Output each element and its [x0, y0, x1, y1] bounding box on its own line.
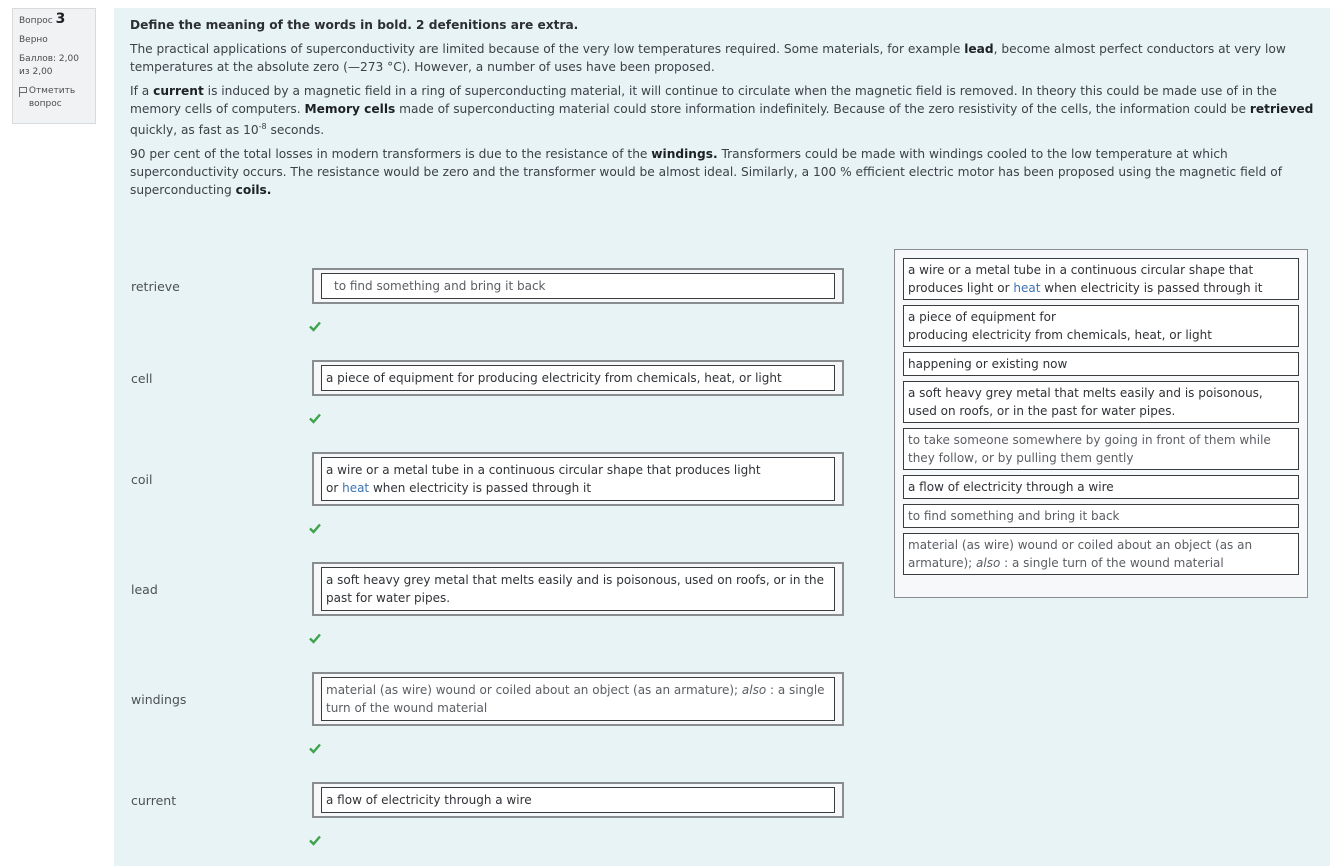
p2-text-g: quickly, as fast as 10 [130, 123, 259, 138]
question-status: Верно [19, 35, 48, 45]
windings-answer-text-b: : a single turn of the wound material [326, 683, 825, 715]
windings-answer-text-a: material (as wire) wound or coiled about an object (as an armature); [326, 683, 742, 697]
dropped-answer-lead[interactable]: a soft heavy grey metal that melts easily and is poisonous, used on roofs, or in the past for water pipes. [321, 567, 835, 611]
p2-text-a: If a [130, 84, 154, 98]
p2-text-h: seconds. [266, 123, 325, 138]
question-number: 3 [55, 11, 66, 27]
bold-word-lead: lead [964, 42, 994, 56]
answer-choice-bank [894, 249, 1308, 598]
choice-1-text-b: when electricity is passed through it [1040, 281, 1263, 295]
drop-zone-windings[interactable] [312, 672, 844, 726]
choice-cell-definition[interactable] [903, 305, 1299, 347]
drop-zone-lead[interactable] [312, 562, 844, 616]
drop-zone-coil[interactable] [312, 452, 844, 506]
dropped-answer-coil[interactable] [321, 457, 835, 501]
question-prompt: Define the meaning of the words in bold. 2 defenitions are extra. [130, 18, 579, 32]
p3-text-a: 90 per cent of the total losses in modern transformers is due to the resistance of the [130, 147, 652, 162]
choice-8-also: also [976, 556, 1001, 570]
choice-1-text-a: a wire or a metal tube in a continuous circular shape that produces light or [908, 263, 1254, 295]
question-label: Вопрос [19, 16, 53, 26]
term-lead: lead [131, 582, 158, 597]
p1-text-a: The practical applications of superconductivity are limited because of the very low temperatures required. Some materials, for example [130, 42, 965, 56]
check-icon [308, 833, 322, 847]
choice-heat-link[interactable]: heat [1013, 281, 1041, 295]
term-cell: cell [131, 371, 153, 386]
term-coil: coil [131, 472, 153, 487]
bold-word-current: current [153, 84, 204, 98]
bold-word-windings: windings. [651, 147, 718, 162]
p2-text-e: made of superconducting material could store information indefinitely. Because of the zero resistivity of the cells, the information could be [395, 102, 1250, 116]
p1-text-c: , become almost perfect conductors at very low temperatures at the absolute zero (—273 °C). However, a number of uses have been proposed. [130, 42, 1286, 74]
paragraph-1 [130, 40, 1314, 76]
coil-answer-text-b: or [326, 481, 343, 495]
flag-question-label: Отметить вопрос [28, 86, 76, 109]
choice-lead-verb-definition[interactable]: to take someone somewhere by going in front of them while they follow, or by pulling them gently [903, 428, 1299, 470]
question-score: Баллов: 2,00 из 2,00 [19, 54, 79, 77]
choice-8-text-b: : a single turn of the wound material [1000, 556, 1224, 570]
choice-2-text-a: a piece of equipment for [908, 310, 1056, 324]
choice-current-definition[interactable]: a flow of electricity through a wire [903, 475, 1299, 499]
bold-word-retrieved: retrieved [1249, 102, 1314, 116]
dropped-answer-retrieve[interactable]: to find something and bring it back [321, 273, 835, 299]
check-icon [308, 631, 322, 645]
choice-retrieve-definition[interactable]: to find something and bring it back [903, 504, 1299, 528]
drop-zone-cell[interactable] [312, 360, 844, 396]
p2-superscript: -8 [258, 122, 267, 131]
coil-answer-text-c: when electricity is passed through it [369, 481, 592, 495]
dropped-answer-cell[interactable]: a piece of equipment for producing electricity from chemicals, heat, or light [321, 365, 835, 391]
choice-happening-now[interactable]: happening or existing now [903, 352, 1299, 376]
flag-icon [19, 87, 26, 97]
dropped-answer-current[interactable]: a flow of electricity through a wire [321, 787, 835, 813]
term-current: current [131, 793, 177, 808]
choice-windings-definition[interactable] [903, 533, 1299, 575]
choice-coil-definition[interactable] [903, 258, 1299, 300]
paragraph-3 [130, 145, 1314, 199]
bold-word-memory-cells: Memory cells [304, 102, 396, 116]
choice-lead-definition[interactable]: a soft heavy grey metal that melts easily and is poisonous, used on roofs, or in the past for water pipes. [903, 381, 1299, 423]
check-icon [308, 319, 322, 333]
drop-zone-current[interactable] [312, 782, 844, 818]
check-icon [308, 411, 322, 425]
choice-2-text-b: producing electricity from chemicals, heat, or light [908, 328, 1212, 342]
heat-link[interactable]: heat [342, 481, 370, 495]
check-icon [308, 741, 322, 755]
question-content [114, 8, 1330, 866]
term-retrieve: retrieve [131, 279, 180, 294]
bold-word-coils: coils. [235, 183, 272, 198]
drop-zone-retrieve[interactable] [312, 268, 844, 304]
term-windings: windings [131, 692, 187, 707]
check-icon [308, 521, 322, 535]
coil-answer-text-a: a wire or a metal tube in a continuous circular shape that produces light [326, 463, 761, 477]
flag-question-button[interactable] [19, 85, 89, 111]
paragraph-2 [130, 82, 1314, 139]
p2-text-c: is induced by a magnetic field in a ring of superconducting material, it will continue to circulate when the magnetic field is removed. In theory this could be made use of in the memory cells of computers. [130, 84, 1277, 116]
windings-answer-also: also [741, 683, 767, 697]
choice-8-text-a: material (as wire) wound or coiled about an object (as an armature); [908, 538, 1253, 570]
question-info-panel [12, 8, 96, 124]
p3-text-c: Transformers could be made with windings cooled to the low temperature at which superconductivity occurs. The resistance would be zero and the transformer would be almost ideal. Similarly, a 100 % efficient electric motor has been proposed using the magnetic field of superconducting [130, 147, 1283, 198]
question-number-row [19, 13, 89, 28]
dropped-answer-windings[interactable] [321, 677, 835, 721]
